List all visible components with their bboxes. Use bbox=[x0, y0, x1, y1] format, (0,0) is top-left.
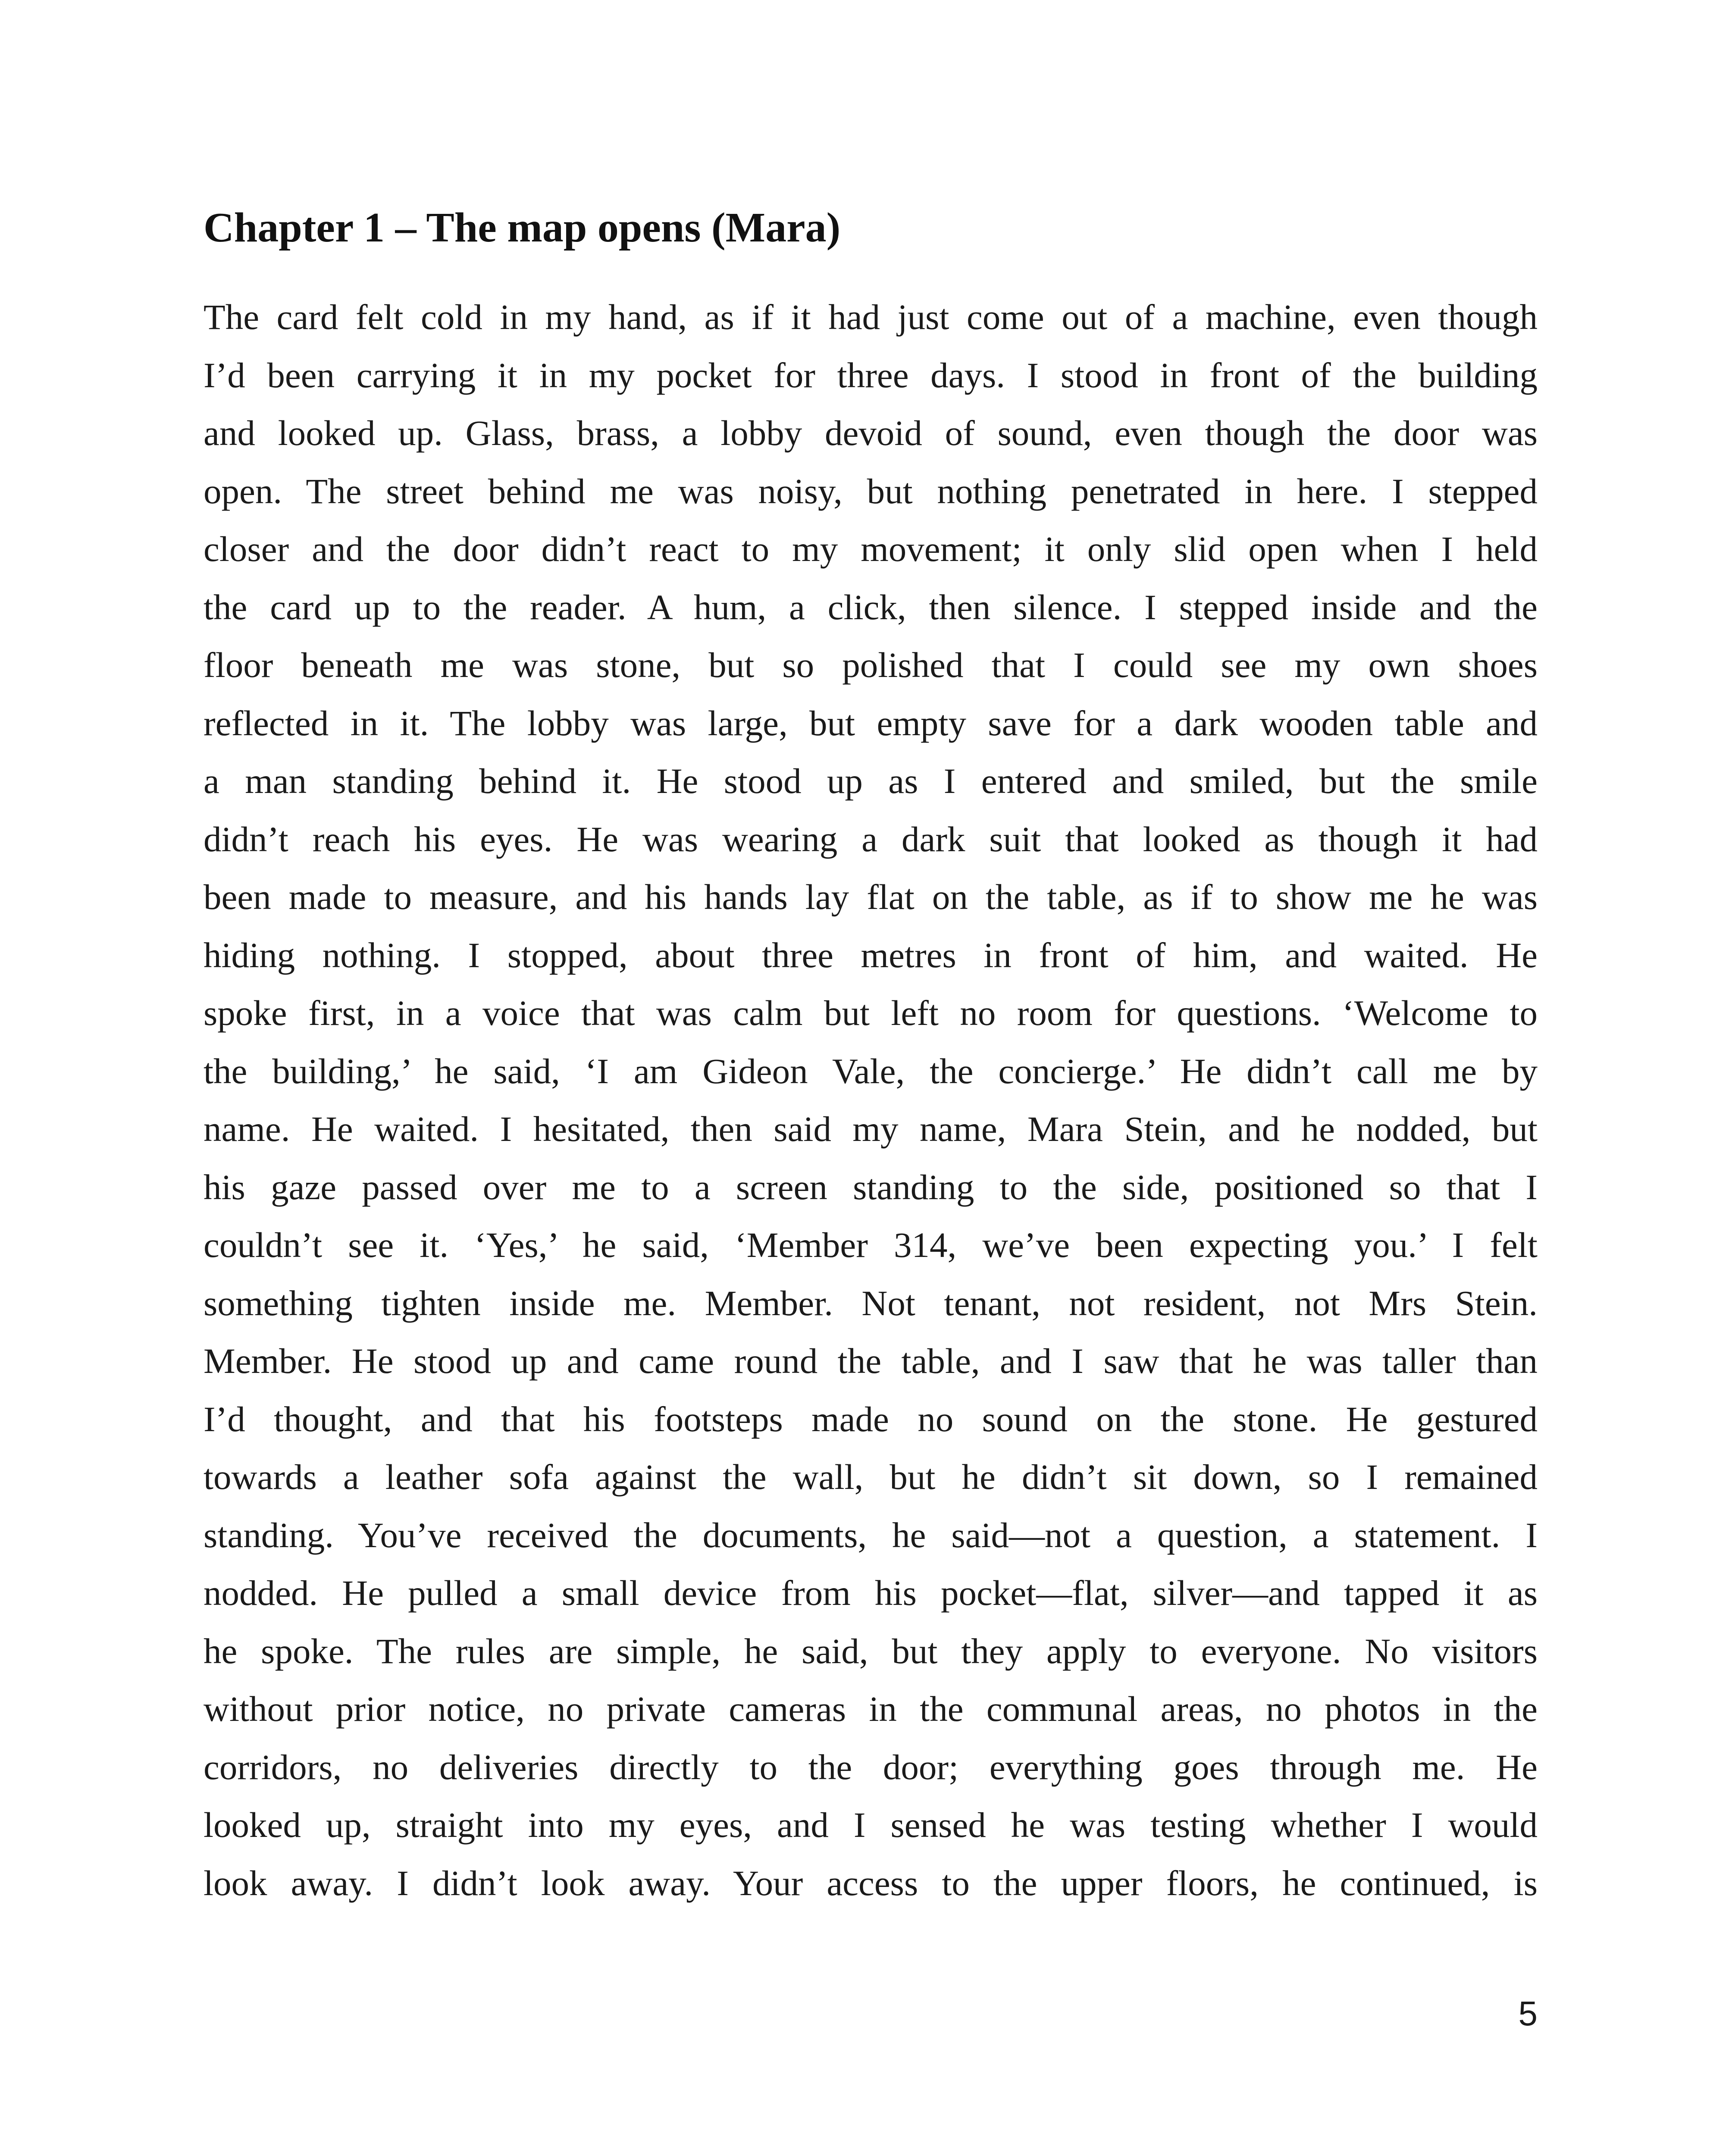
page-number: 5 bbox=[1518, 1994, 1538, 2033]
body-line: nodded. He pulled a small device from his pocket—flat, silver—and tapped it as bbox=[204, 1573, 1538, 1613]
body-line: the card up to the reader. A hum, a click, then silence. I stepped inside and the bbox=[204, 587, 1538, 627]
body-line: reflected in it. The lobby was large, but empty save for a dark wooden table and bbox=[204, 703, 1538, 743]
body-line: open. The street behind me was noisy, but nothing penetrated in here. I stepped bbox=[204, 471, 1538, 511]
body-line: name. He waited. I hesitated, then said my name, Mara Stein, and he nodded, but bbox=[204, 1109, 1538, 1149]
body-line: I’d been carrying it in my pocket for three days. I stood in front of the building bbox=[204, 355, 1538, 395]
body-line: The card felt cold in my hand, as if it had just come out of a machine, even though bbox=[204, 297, 1538, 337]
body-line: Member. He stood up and came round the table, and I saw that he was taller than bbox=[204, 1341, 1538, 1381]
body-line: looked up, straight into my eyes, and I sensed he was testing whether I would bbox=[204, 1805, 1538, 1845]
body-line: a man standing behind it. He stood up as I entered and smiled, but the smile bbox=[204, 761, 1538, 801]
body-line: spoke first, in a voice that was calm but left no room for questions. ‘Welcome to bbox=[204, 993, 1538, 1033]
chapter-title: Chapter 1 – The map opens (Mara) bbox=[204, 204, 841, 251]
body-line: I’d thought, and that his footsteps made no sound on the stone. He gestured bbox=[204, 1399, 1538, 1439]
body-line: and looked up. Glass, brass, a lobby devoid of sound, even though the door was bbox=[204, 413, 1538, 453]
body-line: his gaze passed over me to a screen standing to the side, positioned so that I bbox=[204, 1167, 1538, 1207]
body-line: corridors, no deliveries directly to the door; everything goes through me. He bbox=[204, 1747, 1538, 1787]
body-line: closer and the door didn’t react to my movement; it only slid open when I held bbox=[204, 529, 1538, 569]
body-line: been made to measure, and his hands lay flat on the table, as if to show me he was bbox=[204, 877, 1538, 917]
body-line: couldn’t see it. ‘Yes,’ he said, ‘Member 314, we’ve been expecting you.’ I felt bbox=[204, 1225, 1538, 1265]
body-line: floor beneath me was stone, but so polished that I could see my own shoes bbox=[204, 645, 1538, 685]
chapter-body bbox=[204, 288, 1538, 1912]
body-line: he spoke. The rules are simple, he said, but they apply to everyone. No visitors bbox=[204, 1631, 1538, 1671]
body-line: didn’t reach his eyes. He was wearing a dark suit that looked as though it had bbox=[204, 819, 1538, 859]
body-line: look away. I didn’t look away. Your access to the upper floors, he continued, is bbox=[204, 1863, 1538, 1903]
body-line: without prior notice, no private cameras in the communal areas, no photos in the bbox=[204, 1689, 1538, 1729]
body-line: towards a leather sofa against the wall, but he didn’t sit down, so I remained bbox=[204, 1457, 1538, 1497]
body-line: the building,’ he said, ‘I am Gideon Vale, the concierge.’ He didn’t call me by bbox=[204, 1051, 1538, 1091]
body-line: standing. You’ve received the documents, he said—not a question, a statement. I bbox=[204, 1515, 1538, 1555]
body-line: hiding nothing. I stopped, about three metres in front of him, and waited. He bbox=[204, 935, 1538, 975]
body-line: something tighten inside me. Member. Not tenant, not resident, not Mrs Stein. bbox=[204, 1283, 1538, 1323]
